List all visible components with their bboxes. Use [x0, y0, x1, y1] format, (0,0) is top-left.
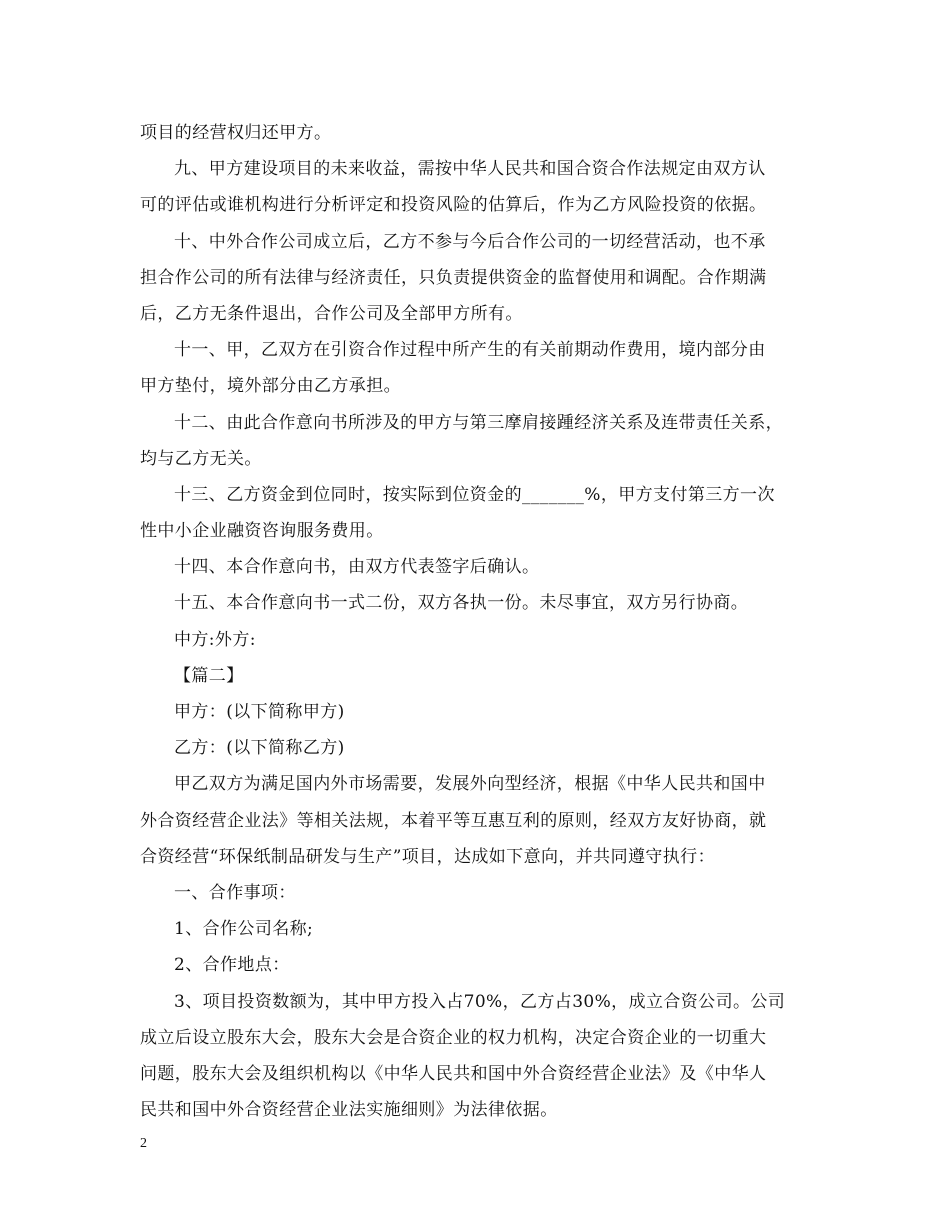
signature-line: 中方:外方:: [174, 629, 256, 650]
text-line: 均与乙方无关。: [140, 448, 262, 469]
text-line: 问题，股东大会及组织机构以《中华人民共和国中外合资经营企业法》及《中华人: [140, 1063, 767, 1084]
page-number: 2: [140, 1136, 147, 1151]
party-b-line: 乙方：(以下简称乙方): [174, 738, 345, 759]
text-line: 民共和国中外合资经营企业法实施细则》为法律依据。: [140, 1100, 558, 1121]
text-line: 项目的经营权归还甲方。: [140, 123, 332, 143]
text-line: 外合资经营企业法》等相关法规，本着平等互惠互利的原则，经双方友好协商，就: [140, 810, 767, 831]
document-body: [140, 115, 820, 1128]
text-line: 性中小企业融资咨询服务费用。: [140, 521, 384, 542]
text-line: 成立后设立股东大会，股东大会是合资企业的权力机构，决定合资企业的一切重大: [140, 1027, 767, 1048]
text-line: 一、合作事项：: [174, 882, 296, 903]
text-line: 十二、由此合作意向书所涉及的甲方与第三摩肩接踵经济关系及连带责任关系，: [174, 412, 783, 433]
text-line: 甲乙双方为满足国内外市场需要，发展外向型经济，根据《中华人民共和国中: [174, 774, 766, 795]
text-line: 九、甲方建设项目的未来收益，需按中华人民共和国合资合作法规定由双方认: [174, 159, 766, 180]
text-line: 十、中外合作公司成立后，乙方不参与今后合作公司的一切经营活动，也不承: [174, 231, 766, 252]
text-line: 可的评估或谁机构进行分析评定和投资风险的估算后，作为乙方风险投资的依据。: [140, 195, 767, 216]
text-line: 1、合作公司名称;: [174, 919, 314, 940]
party-a-line: 甲方：(以下简称甲方): [174, 702, 345, 722]
text-line: 十三、乙方资金到位同时，按实际到位资金的_______%，甲方支付第三方一次: [174, 484, 775, 505]
section-heading: 【篇二】: [174, 665, 244, 686]
text-line: 甲方垫付，境外部分由乙方承担。: [140, 376, 401, 397]
text-line: 2、合作地点：: [174, 955, 290, 976]
text-line: 担合作公司的所有法律与经济责任，只负责提供资金的监督使用和调配。合作期满: [140, 267, 767, 288]
text-line: 3、项目投资数额为，其中甲方投入占70%，乙方占30%，成立合资公司。公司: [174, 991, 786, 1012]
text-line: 十四、本合作意向书，由双方代表签字后确认。: [174, 557, 540, 578]
text-line: 后，乙方无条件退出，合作公司及全部甲方所有。: [140, 303, 523, 324]
text-line: 合资经营“环保纸制品研发与生产”项目，达成如下意向，并共同遵守执行：: [140, 846, 715, 867]
text-line: 十五、本合作意向书一式二份，双方各执一份。未尽事宜，双方另行协商。: [174, 593, 749, 614]
text-line: 十一、甲，乙双方在引资合作过程中所产生的有关前期动作费用，境内部分由: [174, 340, 766, 361]
